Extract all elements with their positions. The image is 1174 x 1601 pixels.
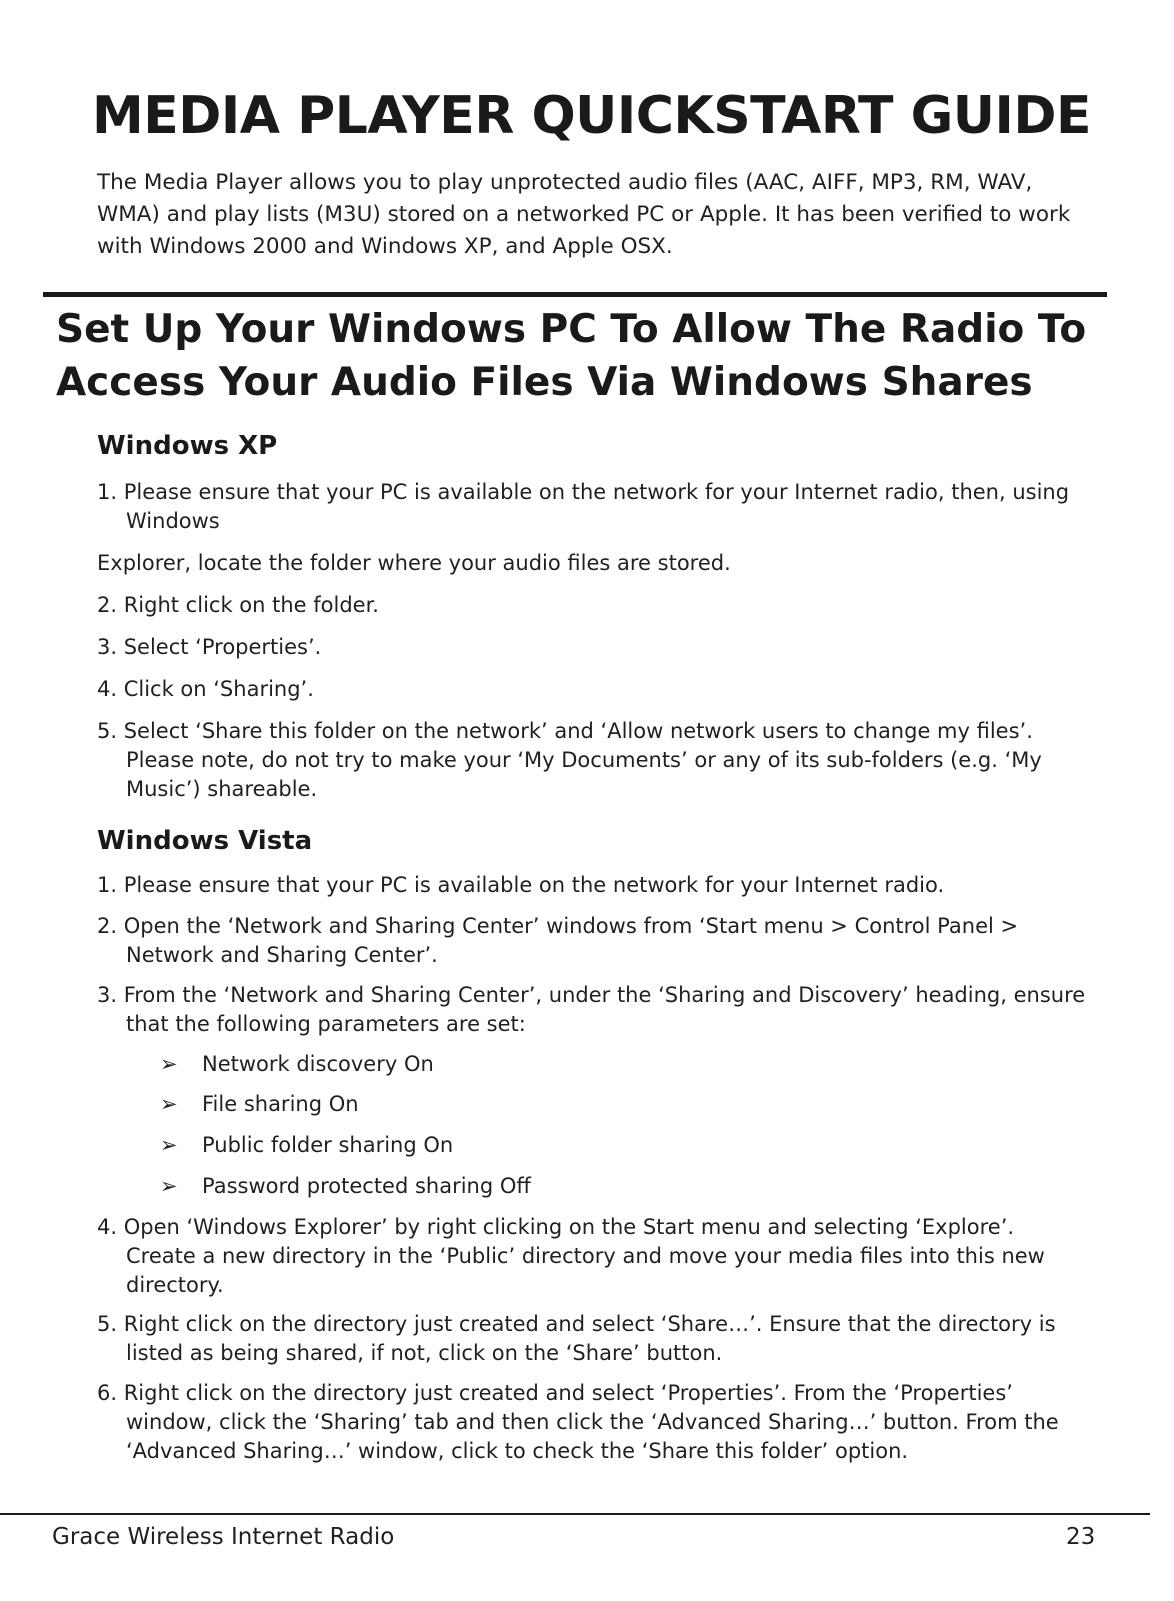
vista-step-2: 2. Open the ‘Network and Sharing Center’ windows from ‘Start menu > Control Panel > Network and Sharing Center’. bbox=[97, 914, 1019, 967]
footer-product-name: Grace Wireless Internet Radio bbox=[52, 1524, 395, 1550]
page-title: MEDIA PLAYER QUICKSTART GUIDE bbox=[92, 86, 1092, 146]
xp-step-1: 1. Please ensure that your PC is available on the network for your Internet radio, then, using Windows bbox=[97, 480, 1070, 533]
vista-step-6: 6. Right click on the directory just created and select ‘Properties’. From the ‘Properties’ window, click the ‘Sharing’ tab and then click the ‘Advanced Sharing…’ button. From the ‘Advanced Sharing…’ window, click to check the ‘Share this folder’ option. bbox=[97, 1381, 1059, 1463]
footer-divider bbox=[0, 1513, 1150, 1515]
vista-step-3: 3. From the ‘Network and Sharing Center’, under the ‘Sharing and Discovery’ heading, ensure that the following parameters are set: bbox=[97, 983, 1086, 1036]
xp-step-5: 5. Select ‘Share this folder on the network’ and ‘Allow network users to change my files’. Please note, do not try to make your ‘My Documents’ or any of its sub-folders (e.g. ‘My Music’) shareable. bbox=[97, 719, 1042, 801]
section-title: Set Up Your Windows PC To Allow The Radio To Access Your Audio Files Via Windows Shares bbox=[56, 307, 1087, 405]
vista-step-1: 1. Please ensure that your PC is available on the network for your Internet radio. bbox=[97, 873, 945, 897]
bullet-item: ➢ File sharing On bbox=[160, 1090, 359, 1119]
xp-step-4: 4. Click on ‘Sharing’. bbox=[97, 677, 314, 701]
arrow-bullet-icon: ➢ bbox=[160, 1052, 178, 1076]
vista-step-4: 4. Open ‘Windows Explorer’ by right clicking on the Start menu and selecting ‘Explore’. Create a new directory in the ‘Public’ directory and move your media files into this new directory. bbox=[97, 1215, 1045, 1297]
arrow-bullet-icon: ➢ bbox=[160, 1133, 178, 1157]
arrow-bullet-icon: ➢ bbox=[160, 1092, 178, 1116]
xp-step-1-continued: Explorer, locate the folder where your audio files are stored. bbox=[97, 551, 731, 575]
windows-vista-heading: Windows Vista bbox=[97, 826, 313, 856]
windows-xp-heading: Windows XP bbox=[97, 431, 278, 461]
arrow-bullet-icon: ➢ bbox=[160, 1174, 178, 1198]
bullet-item: ➢ Public folder sharing On bbox=[160, 1131, 453, 1160]
vista-step-5: 5. Right click on the directory just created and select ‘Share…’. Ensure that the directory is listed as being shared, if not, click on the ‘Share’ button. bbox=[97, 1312, 1056, 1365]
page-number: 23 bbox=[1066, 1524, 1096, 1550]
bullet-item: ➢ Network discovery On bbox=[160, 1050, 434, 1079]
intro-paragraph: The Media Player allows you to play unprotected audio files (AAC, AIFF, MP3, RM, WAV, WMA) and play lists (M3U) stored on a networked PC or Apple. It has been verified to work with Windows 2000 and Windows XP, and Apple OSX. bbox=[97, 170, 1071, 259]
xp-step-3: 3. Select ‘Properties’. bbox=[97, 635, 322, 659]
xp-step-2: 2. Right click on the folder. bbox=[97, 593, 379, 617]
section-divider bbox=[43, 292, 1107, 297]
bullet-item: ➢ Password protected sharing Off bbox=[160, 1172, 531, 1201]
